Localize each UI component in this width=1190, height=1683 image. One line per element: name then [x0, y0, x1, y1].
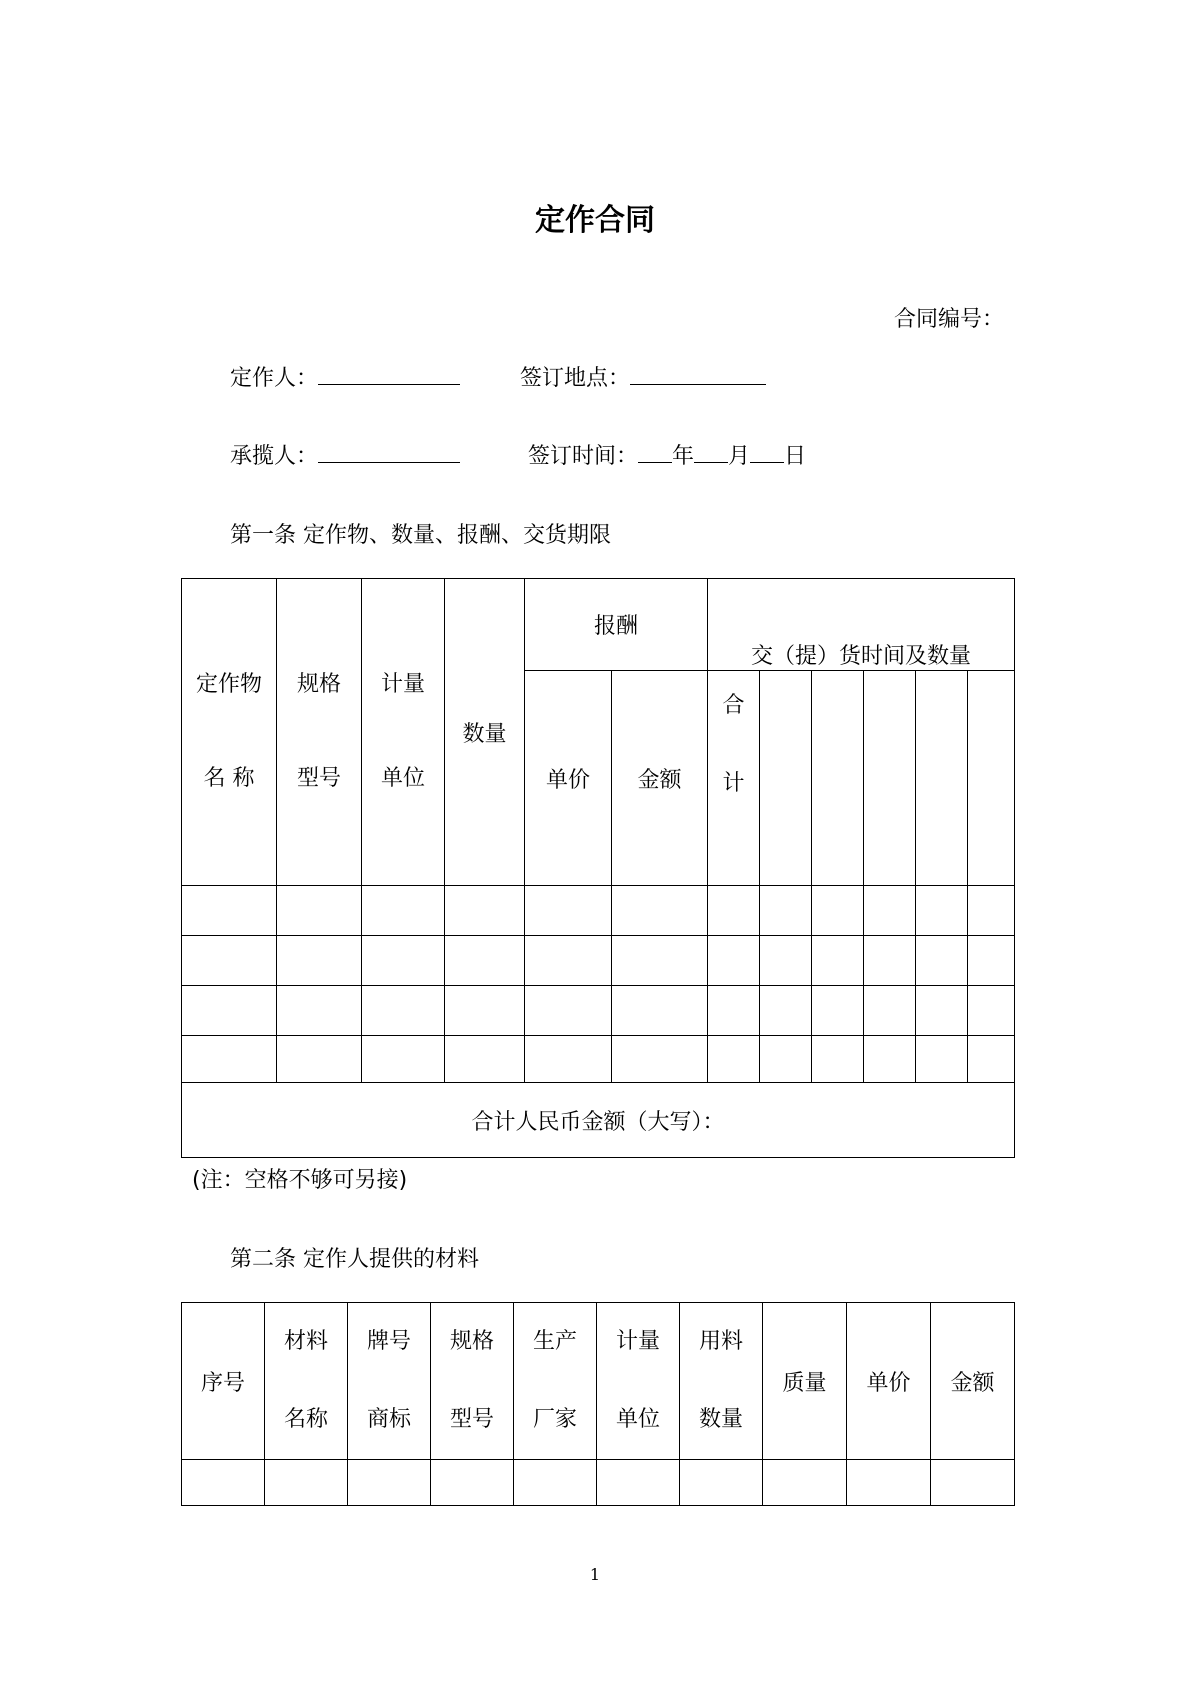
header-remuneration: 报酬	[525, 579, 708, 671]
total-rmb-amount[interactable]: 合计人民币金额（大写）：	[182, 1083, 1015, 1158]
article2-table	[181, 1302, 1015, 1506]
article2-heading: 第二条 定作人提供的材料	[230, 1247, 479, 1272]
month-blank[interactable]	[694, 444, 728, 463]
table-row	[182, 886, 1015, 936]
article1-table	[181, 578, 1015, 1158]
delivery-col-5	[968, 671, 1015, 886]
year-blank[interactable]	[638, 444, 672, 463]
header-material-qty: 用料 数量	[680, 1303, 763, 1460]
header-manufacturer: 生产 厂家	[514, 1303, 597, 1460]
article1-heading: 第一条 定作物、数量、报酬、交货期限	[230, 523, 611, 548]
header-unit-price: 单价	[525, 671, 612, 886]
table-row	[182, 1460, 1015, 1506]
contractor-label: 承揽人：	[230, 444, 319, 469]
header-measure-unit: 计量 单位	[597, 1303, 680, 1460]
header-spec-model: 规格 型号	[431, 1303, 514, 1460]
contractor-blank[interactable]	[318, 444, 460, 463]
ordering-party-blank[interactable]	[318, 366, 460, 385]
contractor-field	[230, 439, 460, 470]
header-brand-trademark: 牌号 商标	[348, 1303, 431, 1460]
header-spec: 规格 型号	[277, 579, 362, 886]
ordering-party-label: 定作人：	[230, 366, 319, 391]
header-total: 合 计	[708, 671, 760, 886]
delivery-col-2	[812, 671, 864, 886]
sign-time-field	[528, 439, 806, 470]
delivery-col-4	[916, 671, 968, 886]
day-blank[interactable]	[750, 444, 784, 463]
header-material-name: 材料 名称	[265, 1303, 348, 1460]
table-row	[182, 986, 1015, 1036]
ordering-party-field	[230, 361, 460, 392]
header-item-name: 定作物 名 称	[182, 579, 277, 886]
header-unit: 计量 单位	[362, 579, 445, 886]
table-row	[182, 1036, 1015, 1083]
page-number: 1	[589, 1565, 601, 1584]
header-quantity: 数量	[445, 579, 525, 886]
header-unit-price-2: 单价	[847, 1303, 931, 1460]
header-delivery: 交（提）货时间及数量	[708, 579, 1015, 671]
year-label: 年	[672, 444, 695, 469]
sign-place-field	[520, 361, 766, 392]
sign-time-label: 签订时间：	[528, 444, 639, 469]
header-serial-no: 序号	[182, 1303, 265, 1460]
header-amount: 金额	[612, 671, 708, 886]
day-label: 日	[784, 444, 807, 469]
header-amount-2: 金额	[931, 1303, 1015, 1460]
delivery-col-1	[760, 671, 812, 886]
delivery-col-3	[864, 671, 916, 886]
sign-place-label: 签订地点：	[520, 366, 631, 391]
month-label: 月	[728, 444, 751, 469]
table-row	[182, 936, 1015, 986]
document-title: 定作合同	[535, 203, 655, 238]
sign-place-blank[interactable]	[630, 366, 766, 385]
contract-number-label: 合同编号：	[894, 307, 1005, 332]
header-quality: 质量	[763, 1303, 847, 1460]
article1-note: (注：空格不够可另接)	[192, 1168, 408, 1193]
